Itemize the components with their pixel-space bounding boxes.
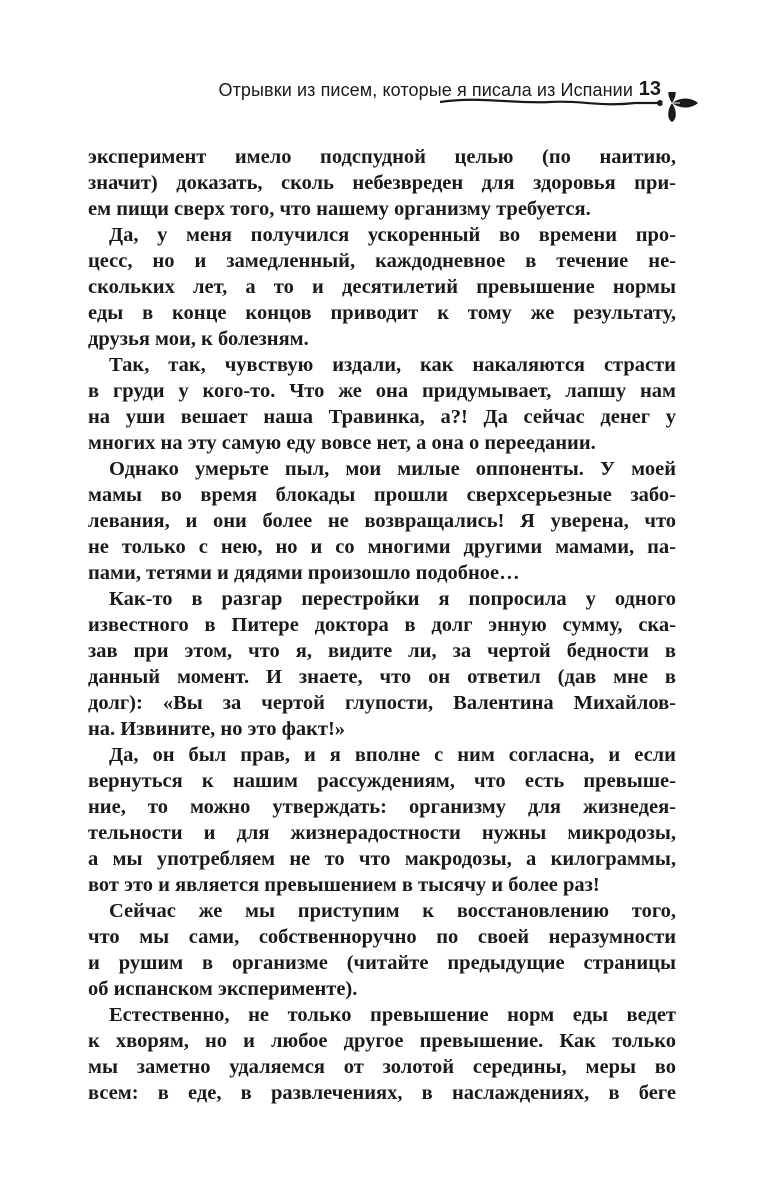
text-line: долг): «Вы за чертой глупости, Валентина Михайлов- xyxy=(88,692,676,714)
text-line: пами, тетями и дядями произошло подобное… xyxy=(88,562,520,584)
text-line: а мы употребляем не то что макродозы, а килограммы, xyxy=(88,848,676,870)
text-line: на. Извините, но это факт!» xyxy=(88,718,346,740)
text-line: известного в Питере доктора в долг энную сумму, ска- xyxy=(88,614,676,636)
text-line: левания, и они более не возвращались! Я уверена, что xyxy=(88,510,676,532)
text-line: не только с нею, но и со многими другими мамами, па- xyxy=(88,536,676,558)
paragraph xyxy=(88,222,676,352)
text-line: Естественно, не только превышение норм еды ведет xyxy=(109,1004,676,1026)
text-line: об испанском эксперименте). xyxy=(88,978,358,1000)
text-line: зав при этом, что я, видите ли, за чертой бедности в xyxy=(88,640,676,662)
text-line: мамы во время блокады прошли сверхсерьезные забо- xyxy=(88,484,676,506)
text-line: Как-то в разгар перестройки я попросила у одного xyxy=(109,588,676,610)
running-title: Отрывки из писем, которые я писала из Испании xyxy=(218,80,633,100)
text-line: вернуться к нашим рассуждениям, что есть превыше- xyxy=(88,770,676,792)
text-line: еды в конце концов приводит к тому же результату, xyxy=(88,302,676,324)
text-line: ем пищи сверх того, что нашему организму требуется. xyxy=(88,198,591,220)
paragraph xyxy=(88,144,676,222)
paragraph xyxy=(88,352,676,456)
text-line: тельности и для жизнерадостности нужны микродозы, xyxy=(88,822,676,844)
text-line: Сейчас же мы приступим к восстановлению того, xyxy=(109,900,676,922)
text-line: к хворям, но и любое другое превышение. Как только xyxy=(88,1030,676,1052)
paragraph xyxy=(88,586,676,742)
text-line: Однако умерьте пыл, мои милые оппоненты. У моей xyxy=(109,458,676,480)
text-line: Да, он был прав, и я вполне с ним согласна, и если xyxy=(109,744,676,766)
paragraph xyxy=(88,898,676,1002)
text-line: мы заметно удаляемся от золотой середины, меры во xyxy=(88,1056,676,1078)
text-line: скольких лет, а то и десятилетий превышение нормы xyxy=(88,276,676,298)
paragraph xyxy=(88,742,676,898)
text-line: на уши вешает наша Травинка, а?! Да сейчас денег у xyxy=(88,406,676,428)
text-line: Да, у меня получился ускоренный во времени про- xyxy=(109,224,676,246)
text-line: что мы сами, собственноручно по своей неразумности xyxy=(88,926,676,948)
text-line: ние, то можно утверждать: организму для жизнедея- xyxy=(88,796,676,818)
paragraph xyxy=(88,456,676,586)
text-line: данный момент. И знаете, что он ответил (дав мне в xyxy=(88,666,676,688)
text-line: цесс, но и замедленный, каждодневное в течение не- xyxy=(88,250,676,272)
page-number: 13 xyxy=(638,78,661,100)
running-header xyxy=(0,72,761,132)
text-line: многих на эту самую еду вовсе нет, а она о переедании. xyxy=(88,432,596,454)
text-line: значит) доказать, сколь небезвреден для здоровья при- xyxy=(88,172,676,194)
body-text xyxy=(88,144,676,1106)
text-line: друзья мои, к болезням. xyxy=(88,328,309,350)
text-line: всем: в еде, в развлечениях, в наслаждениях, в беге xyxy=(88,1082,676,1104)
text-line: Так, так, чувствую издали, как накаляются страсти xyxy=(109,354,676,376)
paragraph xyxy=(88,1002,676,1106)
text-line: в груди у кого-то. Что же она придумывает, лапшу нам xyxy=(88,380,676,402)
text-line: вот это и является превышением в тысячу и более раз! xyxy=(88,874,600,896)
text-line: эксперимент имело подспудной целью (по наитию, xyxy=(88,146,676,168)
text-line: и рушим в организме (читайте предыдущие страницы xyxy=(88,952,676,974)
flourish-leaf-ornament-icon xyxy=(440,92,720,132)
